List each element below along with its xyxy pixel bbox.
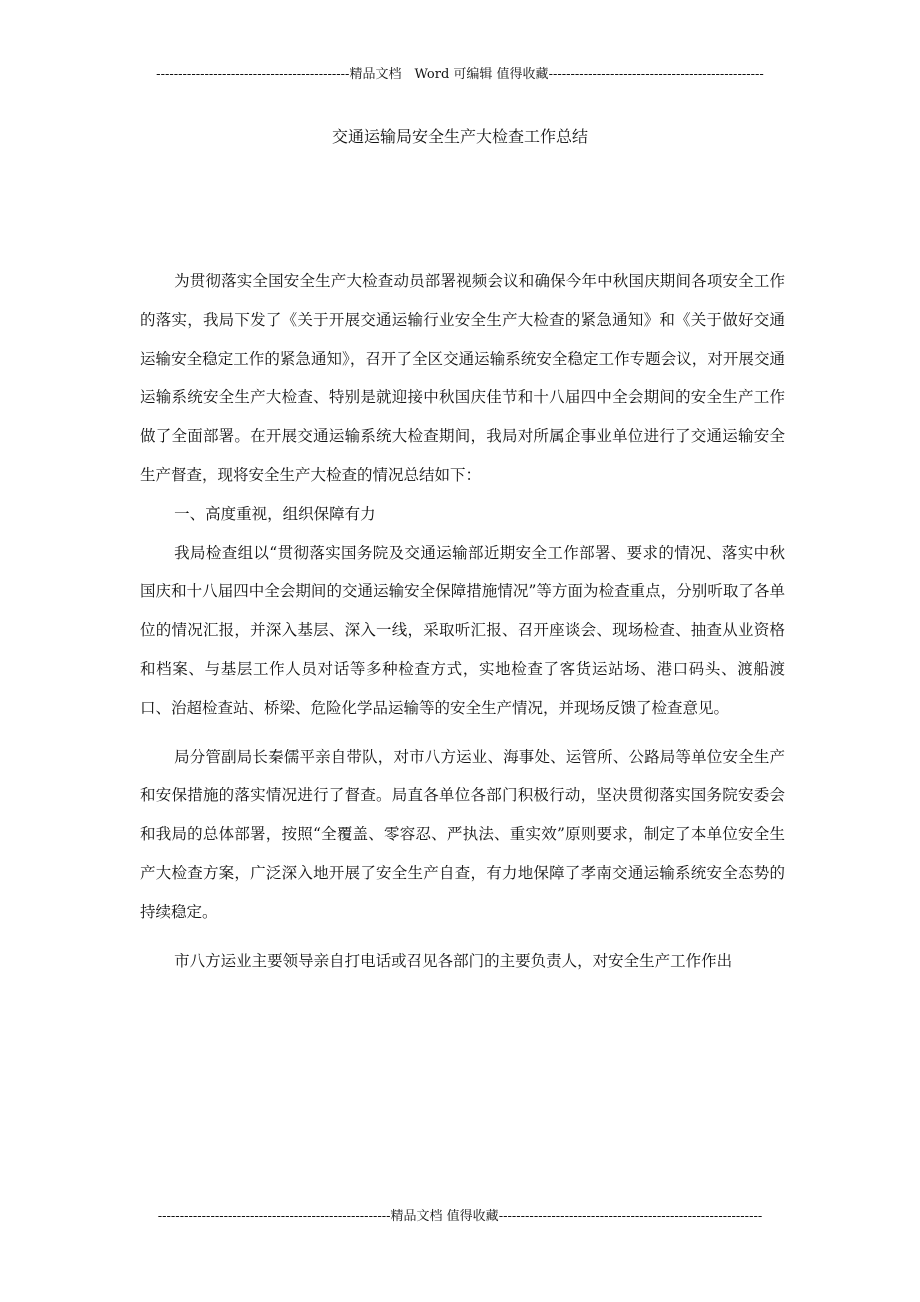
paragraph-intro: 为贯彻落实全国安全生产大检查动员部署视频会议和确保今年中秋国庆期间各项安全工作的落实，我局下发了《关于开展交通运输行业安全生产大检查的紧急通知》和《关于做好交通运输安全稳定工作的紧急通知》，召开了全区交通运输系统安全稳定工作专题会议，对开展交通运输系统安全生产大检查、特别是就迎接中秋国庆佳节和十八届四中全会期间的安全生产工作做了全面部署。在开展交通运输系统大检查期间，我局对所属企事业单位进行了交通运输安全生产督查，现将安全生产大检查的情况总结如下： bbox=[140, 272, 785, 484]
document-body bbox=[140, 262, 785, 980]
section-heading-1: 一、高度重视，组织保障有力 bbox=[174, 504, 376, 523]
header-text: 精品文档 Word 可编辑 值得收藏 bbox=[349, 67, 549, 82]
footer-right-rule: ------------------------------------------------------------ bbox=[498, 1209, 763, 1224]
page-header bbox=[0, 66, 920, 84]
document-title: 交通运输局安全生产大检查工作总结 bbox=[331, 127, 588, 146]
footer-text: 精品文档 值得收藏 bbox=[390, 1209, 499, 1224]
header-right-rule: ------------------------------------------------- bbox=[548, 67, 764, 82]
paragraph-inspection-group: 我局检查组以“贯彻落实国务院及交通运输部近期安全工作部署、要求的情况、落实中秋国庆和十八届四中全会期间的交通运输安全保障措施情况”等方面为检查重点，分别听取了各单位的情况汇报，并深入基层、深入一线，采取听汇报、召开座谈会、现场检查、抽查从业资格和档案、与基层工作人员对话等多种检查方式，实地检查了客货运站场、港口码头、渡船渡口、治超检查站、桥梁、危险化学品运输等的安全生产情况，并现场反馈了检查意见。 bbox=[140, 543, 785, 717]
paragraph-bafang-transport: 市八方运业主要领导亲自打电话或召见各部门的主要负责人，对安全生产工作作出 bbox=[174, 951, 733, 970]
header-left-rule: -------------------------------------------- bbox=[156, 67, 350, 82]
page-footer bbox=[0, 1208, 920, 1226]
footer-left-rule: ----------------------------------------------------- bbox=[157, 1209, 391, 1224]
paragraph-deputy-director: 局分管副局长秦儒平亲自带队，对市八方运业、海事处、运管所、公路局等单位安全生产和安保措施的落实情况进行了督查。局直各单位各部门积极行动，坚决贯彻落实国务院安委会和我局的总体部署，按照“全覆盖、零容忍、严执法、重实效”原则要求，制定了本单位安全生产大检查方案，广泛深入地开展了安全生产自查，有力地保障了孝南交通运输系统安全态势的持续稳定。 bbox=[140, 747, 785, 921]
